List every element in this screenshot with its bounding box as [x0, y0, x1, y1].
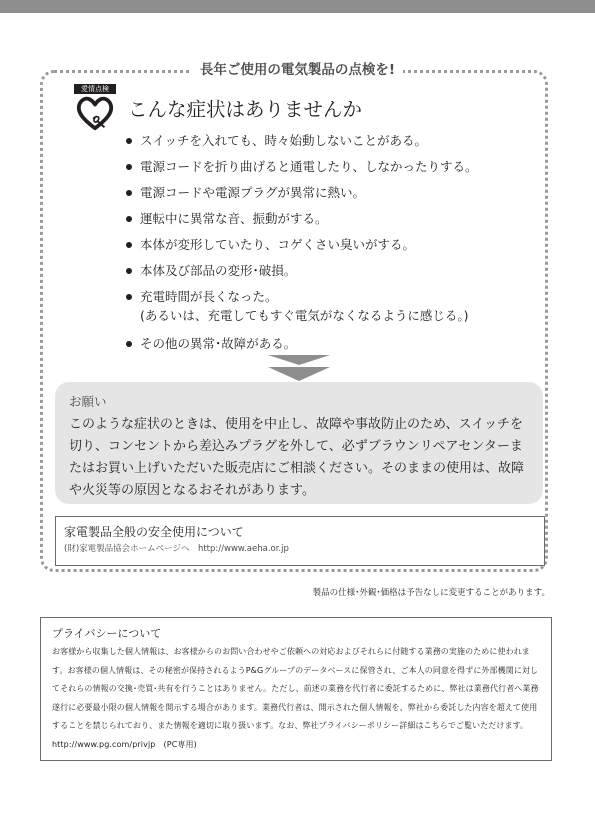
top-bar: [0, 0, 595, 13]
request-text: このような症状のときは、使用を中止し、故障や事故防止のため、スイッチを切り、コンセントから差込みプラグを外して、必ずブラウンリペアセンターまたはお買い上げいただいた販売店にご相談ください。そのままの使用は、故障や火災等の原因となるおそれがあります。: [69, 417, 525, 498]
list-item: 電源コードを折り曲げると通電したり、しなかったりする。: [126, 154, 526, 180]
notice-title: 長年ご使用の電気製品の点検を!: [0, 58, 595, 78]
list-item: スイッチを入れても、時々始動しないことがある。: [126, 128, 526, 154]
privacy-title: プライバシーについて: [52, 627, 162, 640]
symptom-sub-note: (あるいは、充電してもすぐ電気がなくなるように感じる。): [140, 308, 469, 323]
heart-icon: [76, 96, 114, 132]
list-item: 運転中に異常な音、振動がする。: [126, 206, 526, 232]
list-item: 充電時間が長くなった。 (あるいは、充電してもすぐ電気がなくなるように感じる。): [126, 284, 526, 325]
spec-disclaimer: 製品の仕様･外観･価格は予告なしに変更することがあります。: [312, 588, 550, 598]
inspection-badge: 愛情点検: [74, 84, 116, 94]
request-title: お願い: [69, 394, 107, 409]
chevron-down-icon: [268, 355, 330, 381]
request-box: [55, 382, 543, 504]
privacy-text: お客様から収集した個人情報は、お客様からのお問い合わせやご依頼への対応およびそれらに付随する業務の実施のために使われます。お客様の個人情報は、その秘密が保持されるようP&Gグループのデータベースに保管され、ご本人の同意を得ずに外部機関に対してそれらの情報の交換･売買･共有を行うことはありません。ただし、前述の業務を代行者に委託するために、弊社は業務代行者へ業務遂行に必要最小限の個人情報を開示する場合があります。業務代行者は、開示された個人情報を、弊社から委託した内容を超えて使用することを禁じられており、また情報を適切に取り扱います。なお、弊社プライバシーポリシー詳細はこちらでご覧いただけます。http://www.pg.com/privjp (PC専用): [52, 647, 539, 749]
list-item: 電源コードや電源プラグが異常に熱い。: [126, 180, 526, 206]
symptom-list: [126, 128, 526, 357]
list-item: 本体が変形していたり、コゲくさい臭いがする。: [126, 232, 526, 258]
list-item: 本体及び部品の変形･破損。: [126, 258, 526, 284]
privacy-box: [40, 617, 552, 761]
safety-link[interactable]: (財)家電製品協会ホームページへ http://www.aeha.or.jp: [64, 544, 289, 554]
symptom-heading: こんな症状はありませんか: [128, 98, 363, 121]
list-item: その他の異常･故障がある。: [126, 331, 526, 357]
safety-info-box: [55, 516, 545, 566]
safety-title: 家電製品全般の安全使用について: [64, 525, 244, 539]
